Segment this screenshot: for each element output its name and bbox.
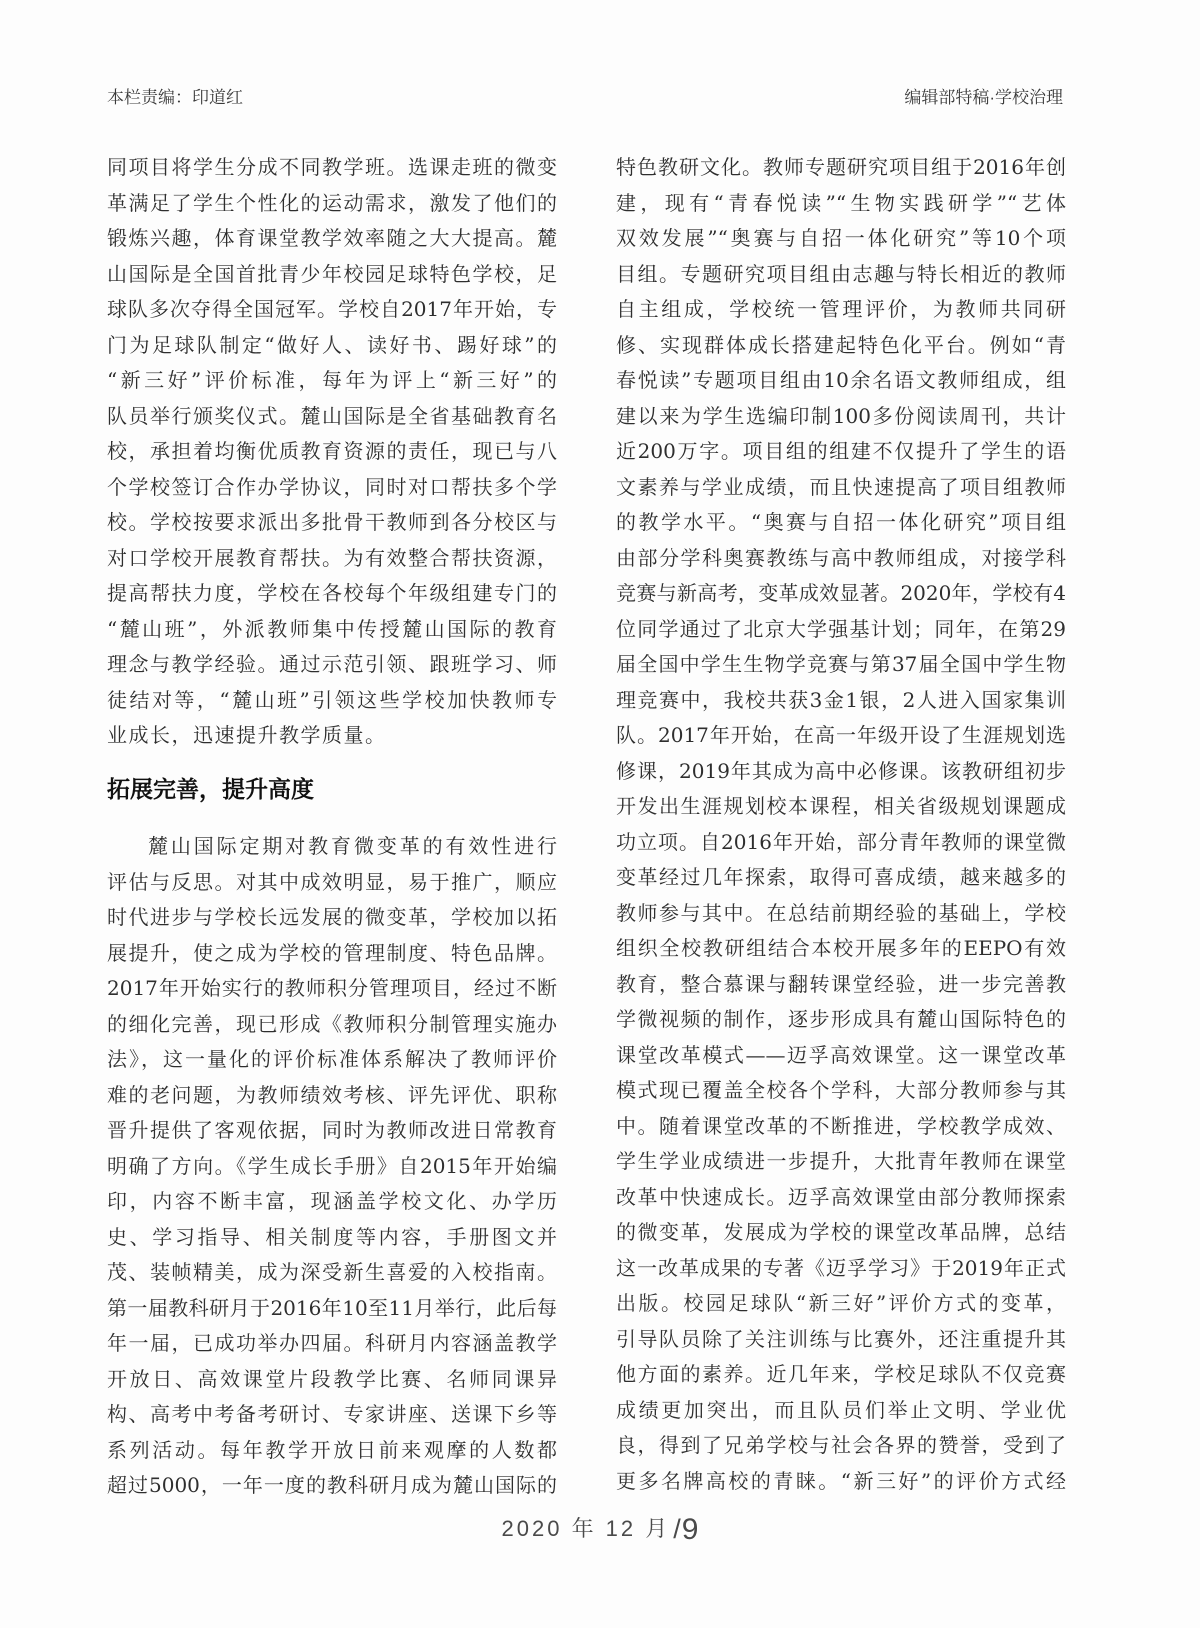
text-line: 目组。专题研究项目组由志趣与特长相近的教师 bbox=[616, 261, 1066, 286]
right-column bbox=[616, 150, 1066, 1499]
text-line: 同项目将学生分成不同教学班。选课走班的微变 bbox=[107, 155, 557, 179]
text-line: 这一改革成果的专著《迈孚学习》于2019年正式 bbox=[616, 1255, 1066, 1280]
text-line: 年一届，已成功举办四届。科研月内容涵盖教学 bbox=[107, 1331, 557, 1355]
text-line: 竞赛与新高考，变革成效显著。2020年，学校有4 bbox=[616, 581, 1066, 605]
text-line: 茂、装帧精美，成为深受新生喜爱的入校指南。 bbox=[107, 1260, 557, 1284]
text-line: 革满足了学生个性化的运动需求，激发了他们的 bbox=[107, 190, 557, 215]
text-line: 开发出生涯规划校本课程，相关省级规划课题成 bbox=[616, 794, 1066, 818]
text-line: 自主组成，学校统一管理评价，为教师共同研 bbox=[616, 297, 1066, 321]
text-line: 学生学业成绩进一步提升，大批青年教师在课堂 bbox=[616, 1149, 1066, 1173]
text-line: 2017年开始实行的教师积分管理项目，经过不断 bbox=[107, 976, 557, 1000]
text-line: 业成长，迅速提升教学质量。 bbox=[107, 723, 387, 747]
text-line: 出版。校园足球队“新三好”评价方式的变革， bbox=[616, 1291, 1066, 1315]
footer-issue-date: 2020 年 12 月 bbox=[501, 1516, 671, 1541]
text-line: 建以来为学生选编印制100多份阅读周刊，共计 bbox=[616, 403, 1066, 428]
text-line: 开放日、高效课堂片段教学比赛、名师同课异 bbox=[107, 1366, 557, 1391]
section-heading: 拓展完善，提升高度 bbox=[107, 775, 314, 802]
footer-separator: / bbox=[673, 1514, 681, 1544]
text-line: 修、实现群体成长搭建起特色化平台。例如“青 bbox=[616, 332, 1066, 357]
text-line: 由部分学科奥赛教练与高中教师组成，对接学科 bbox=[616, 545, 1066, 570]
footer-page-number: 9 bbox=[681, 1513, 699, 1546]
text-line: 第一届教科研月于2016年10至11月举行，此后每 bbox=[107, 1295, 557, 1320]
text-line: 难的老问题，为教师绩效考核、评先评优、职称 bbox=[107, 1082, 557, 1107]
header-editor-note: 本栏责编：印道红 bbox=[107, 88, 243, 107]
text-line: 法》，这一量化的评价标准体系解决了教师评价 bbox=[107, 1047, 557, 1071]
text-line: 的细化完善，现已形成《教师积分制管理实施办 bbox=[107, 1011, 557, 1036]
text-line: 评估与反思。对其中成效明显，易于推广，顺应 bbox=[107, 869, 557, 894]
text-line: 成绩更加突出，而且队员们举止文明、学业优 bbox=[616, 1397, 1066, 1422]
text-line: 文素养与学业成绩，而且快速提高了项目组教师 bbox=[616, 474, 1066, 499]
text-line: “新三好”评价标准，每年为评上“新三好”的 bbox=[107, 368, 557, 392]
page-footer bbox=[0, 1512, 1200, 1547]
text-line: 队员举行颁奖仪式。麓山国际是全省基础教育名 bbox=[107, 403, 557, 428]
text-line: 位同学通过了北京大学强基计划；同年，在第29 bbox=[616, 616, 1066, 641]
left-column bbox=[107, 150, 557, 1504]
text-line: 近200万字。项目组的组建不仅提升了学生的语 bbox=[616, 439, 1066, 463]
text-line: 改革中快速成长。迈孚高效课堂由部分教师探索 bbox=[616, 1184, 1066, 1209]
text-line: 双效发展”“奥赛与自招一体化研究”等10个项 bbox=[616, 226, 1066, 250]
text-line: 课堂改革模式——迈孚高效课堂。这一课堂改革 bbox=[616, 1042, 1066, 1067]
text-line: 个学校签订合作办学协议，同时对口帮扶多个学 bbox=[107, 474, 557, 499]
text-line: 他方面的素养。近几年来，学校足球队不仅竞赛 bbox=[616, 1362, 1066, 1386]
text-line: 理念与教学经验。通过示范引领、跟班学习、师 bbox=[107, 652, 557, 676]
text-line: 队。2017年开始，在高一年级开设了生涯规划选 bbox=[616, 723, 1066, 747]
text-line: 教育，整合慕课与翻转课堂经验，进一步完善教 bbox=[616, 971, 1066, 996]
text-line: “麓山班”，外派教师集中传授麓山国际的教育 bbox=[107, 616, 557, 641]
text-line: 麓山国际定期对教育微变革的有效性进行 bbox=[148, 834, 557, 858]
paragraph-right bbox=[616, 150, 1066, 1499]
text-line: 球队多次夺得全国冠军。学校自2017年开始，专 bbox=[107, 297, 557, 321]
text-line: 的微变革，发展成为学校的课堂改革品牌，总结 bbox=[616, 1220, 1066, 1244]
text-line: 中。随着课堂改革的不断推进，学校教学成效、 bbox=[616, 1113, 1066, 1138]
text-line: 构、高考中考备考研讨、专家讲座、送课下乡等 bbox=[107, 1402, 557, 1426]
text-line: 提高帮扶力度，学校在各校每个年级组建专门的 bbox=[107, 581, 557, 605]
text-line: 引导队员除了关注训练与比赛外，还注重提升其 bbox=[616, 1326, 1066, 1351]
text-line: 学微视频的制作，逐步形成具有麓山国际特色的 bbox=[616, 1007, 1066, 1031]
text-line: 展提升，使之成为学校的管理制度、特色品牌。 bbox=[107, 940, 557, 965]
text-line: 功立项。自2016年开始，部分青年教师的课堂微 bbox=[616, 829, 1066, 854]
text-line: 组织全校教研组结合本校开展多年的EEPO有效 bbox=[616, 936, 1066, 960]
header-section-title: 编辑部特稿·学校治理 bbox=[904, 88, 1063, 107]
text-line: 春悦读”专题项目组由10余名语文教师组成，组 bbox=[616, 368, 1066, 392]
text-line: 史、学习指导、相关制度等内容，手册图文并 bbox=[107, 1224, 557, 1249]
text-line: 对口学校开展教育帮扶。为有效整合帮扶资源， bbox=[107, 545, 557, 570]
text-line: 变革经过几年探索，取得可喜成绩，越来越多的 bbox=[616, 865, 1066, 889]
text-line: 修课，2019年其成为高中必修课。该教研组初步 bbox=[616, 758, 1066, 783]
text-line: 系列活动。每年教学开放日前来观摩的人数都 bbox=[107, 1437, 557, 1462]
text-line: 模式现已覆盖全校各个学科，大部分教师参与其 bbox=[616, 1078, 1066, 1102]
text-line: 更多名牌高校的青睐。“新三好”的评价方式经 bbox=[616, 1468, 1066, 1493]
text-line: 良，得到了兄弟学校与社会各界的赞誉，受到了 bbox=[616, 1433, 1066, 1457]
text-line: 校。学校按要求派出多批骨干教师到各分校区与 bbox=[107, 510, 557, 534]
text-line: 明确了方向。《学生成长手册》自2015年开始编 bbox=[107, 1153, 557, 1178]
page-header bbox=[107, 86, 1063, 110]
text-line: 超过5000，一年一度的教科研月成为麓山国际的 bbox=[107, 1473, 557, 1497]
text-line: 的教学水平。“奥赛与自招一体化研究”项目组 bbox=[616, 510, 1066, 534]
text-line: 理竞赛中，我校共获3金1银，2人进入国家集训 bbox=[616, 687, 1066, 712]
text-line: 徒结对等，“麓山班”引领这些学校加快教师专 bbox=[107, 687, 557, 712]
text-line: 校，承担着均衡优质教育资源的责任，现已与八 bbox=[107, 439, 557, 463]
text-line: 晋升提供了客观依据，同时为教师改进日常教育 bbox=[107, 1118, 557, 1142]
paragraph-expansion bbox=[107, 829, 557, 1504]
text-line: 印，内容不断丰富，现涵盖学校文化、办学历 bbox=[107, 1189, 557, 1213]
text-line: 时代进步与学校长远发展的微变革，学校加以拓 bbox=[107, 905, 557, 929]
text-line: 锻炼兴趣，体育课堂教学效率随之大大提高。麓 bbox=[107, 226, 557, 250]
text-line: 教师参与其中。在总结前期经验的基础上，学校 bbox=[616, 900, 1066, 925]
paragraph-continuation bbox=[107, 150, 557, 754]
text-line: 届全国中学生生物学竞赛与第37届全国中学生物 bbox=[616, 652, 1066, 676]
text-line: 山国际是全国首批青少年校园足球特色学校，足 bbox=[107, 261, 557, 286]
text-line: 特色教研文化。教师专题研究项目组于2016年创 bbox=[616, 155, 1066, 179]
text-line: 门为足球队制定“做好人、读好书、踢好球”的 bbox=[107, 332, 557, 357]
text-line: 建，现有“青春悦读”“生物实践研学”“艺体 bbox=[616, 190, 1066, 215]
